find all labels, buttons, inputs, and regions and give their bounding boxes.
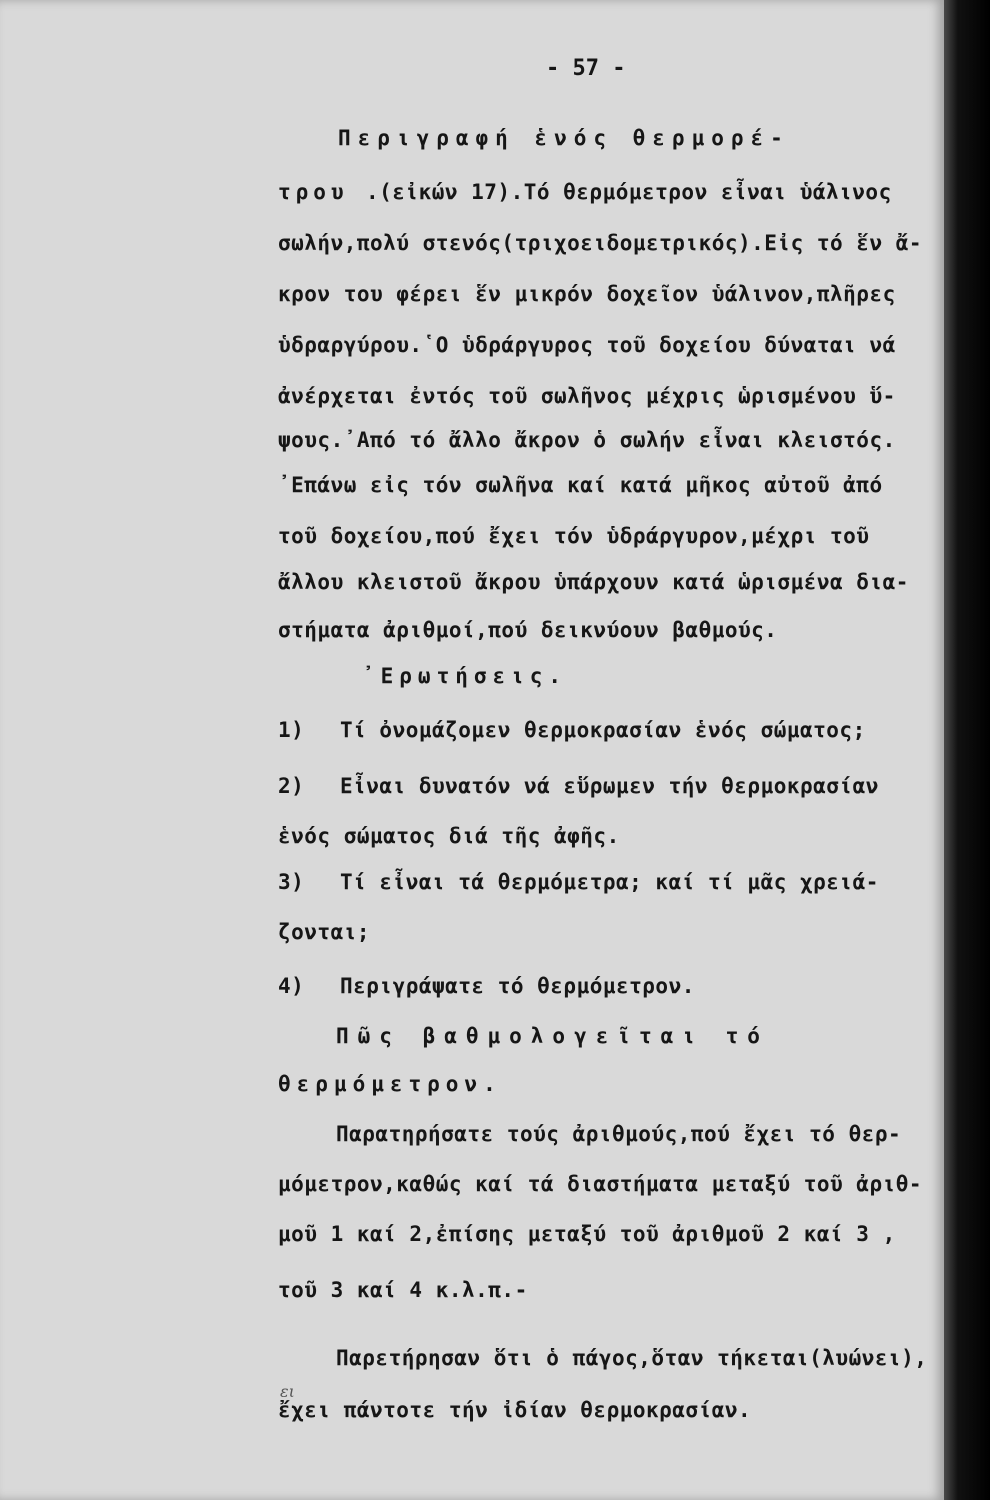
- text-line: τοῦ 3 καί 4 κ.λ.π.-: [278, 1278, 528, 1302]
- question-text: Τί ὀνομάζομεν θερμοκρασίαν ἑνός σώματος;: [340, 718, 866, 742]
- section-heading-graduation-line1: Πῶς βαθμολογεῖται τό: [336, 1024, 769, 1048]
- page-number: - 57 -: [546, 56, 626, 81]
- text-line: ὑδραργύρου.῾Ο ὑδράργυρος τοῦ δοχείου δύναται νά: [278, 333, 896, 357]
- question-number: 4): [278, 974, 305, 998]
- text-line: μοῦ 1 καί 2,ἐπίσης μεταξύ τοῦ ἀριθμοῦ 2 καί 3 ,: [278, 1222, 896, 1246]
- text-line: ἀνέρχεται ἐντός τοῦ σωλῆνος μέχρις ὡρισμένου ὕ-: [278, 384, 896, 408]
- section-heading-graduation-line2: θερμόμετρον.: [278, 1072, 502, 1096]
- text-line: .(εἰκών 17).Τό θερμόμετρον εἶναι ὑάλινος: [366, 180, 892, 204]
- question-number: 3): [278, 870, 305, 894]
- question-text: ζονται;: [278, 920, 371, 944]
- page-edge-shadow: [944, 0, 990, 1500]
- section-heading-thermometer-line1: Περιγραφή ἑνός θερμορέ-: [338, 126, 790, 150]
- text-line: στήματα ἀριθμοί,πού δεικνύουν βαθμούς.: [278, 618, 778, 642]
- question-number: 1): [278, 718, 305, 742]
- section-heading-thermometer-line2: τρου: [278, 180, 349, 204]
- questions-heading: ᾿Ερωτήσεις.: [362, 664, 568, 688]
- text-line: ἔχει πάντοτε τήν ἰδίαν θερμοκρασίαν.: [278, 1398, 752, 1422]
- text-line: Παρετήρησαν ὅτι ὁ πάγος,ὅταν τήκεται(λυώνει),: [336, 1346, 928, 1370]
- handwritten-correction: ει: [280, 1382, 295, 1401]
- question-text: Τί εἶναι τά θερμόμετρα; καί τί μᾶς χρειά-: [340, 870, 879, 894]
- text-line: ψους.᾿Από τό ἄλλο ἄκρον ὁ σωλήν εἶναι κλειστός.: [278, 428, 896, 452]
- question-number: 2): [278, 774, 305, 798]
- text-line: τοῦ δοχείου,πού ἔχει τόν ὑδράργυρον,μέχρι τοῦ: [278, 524, 870, 548]
- question-text: Περιγράψατε τό θερμόμετρον.: [340, 974, 695, 998]
- question-text: ἑνός σώματος διά τῆς ἀφῆς.: [278, 824, 620, 848]
- text-line: κρον του φέρει ἕν μικρόν δοχεῖον ὑάλινον,πλῆρες: [278, 282, 896, 306]
- text-line: ᾿Επάνω εἰς τόν σωλῆνα καί κατά μῆκος αὐτοῦ ἀπό: [278, 473, 883, 497]
- text-line: Παρατηρήσατε τούς ἀριθμούς,πού ἔχει τό θερ-: [336, 1122, 902, 1146]
- text-line: ἄλλου κλειστοῦ ἄκρου ὑπάρχουν κατά ὡρισμένα δια-: [278, 570, 909, 594]
- text-line: σωλήν,πολύ στενός(τριχοειδομετρικός).Εἰς τό ἕν ἄ-: [278, 231, 923, 255]
- text-line: μόμετρον,καθώς καί τά διαστήματα μεταξύ τοῦ ἀριθ-: [278, 1172, 923, 1196]
- question-text: Εἶναι δυνατόν νά εὕρωμεν τήν θερμοκρασίαν: [340, 774, 879, 798]
